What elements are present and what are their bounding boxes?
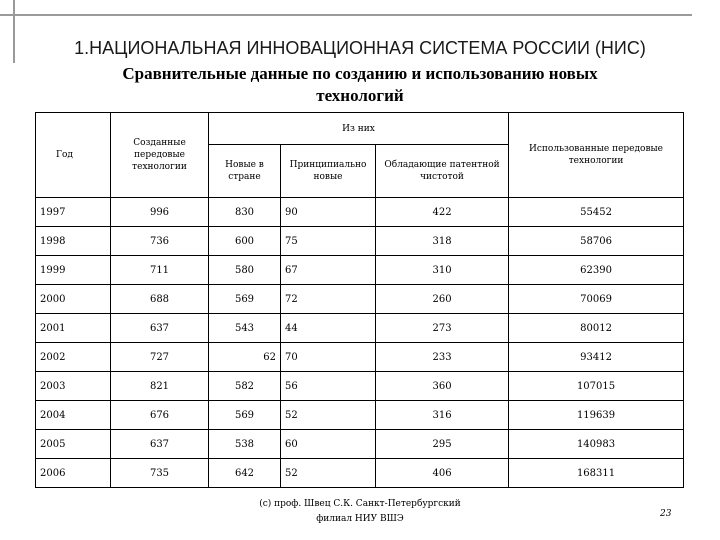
table-row bbox=[36, 285, 684, 314]
slide-title: 1.НАЦИОНАЛЬНАЯ ИННОВАЦИОННАЯ СИСТЕМА РОССИИ (НИС) bbox=[74, 38, 646, 58]
cell-new-in-country: 543 bbox=[209, 314, 281, 343]
cell-patent-purity: 360 bbox=[376, 372, 509, 401]
header-patent-purity: Обладающие патентной чистотой bbox=[376, 145, 509, 198]
cell-used: 58706 bbox=[509, 227, 684, 256]
cell-used: 93412 bbox=[509, 343, 684, 372]
cell-new-in-country: 538 bbox=[209, 430, 281, 459]
header-created-technologies: Созданные передовые технологии bbox=[111, 113, 209, 198]
cell-used: 55452 bbox=[509, 198, 684, 227]
cell-year: 2002 bbox=[36, 343, 111, 372]
cell-fundamentally-new: 44 bbox=[281, 314, 376, 343]
cell-fundamentally-new: 67 bbox=[281, 256, 376, 285]
cell-created: 727 bbox=[111, 343, 209, 372]
slide-frame-top-line bbox=[0, 14, 692, 16]
cell-used: 107015 bbox=[509, 372, 684, 401]
table-row bbox=[36, 343, 684, 372]
cell-new-in-country: 830 bbox=[209, 198, 281, 227]
cell-year: 2004 bbox=[36, 401, 111, 430]
cell-fundamentally-new: 75 bbox=[281, 227, 376, 256]
cell-new-in-country: 642 bbox=[209, 459, 281, 488]
cell-new-in-country: 582 bbox=[209, 372, 281, 401]
footer-copyright bbox=[230, 497, 490, 527]
cell-patent-purity: 316 bbox=[376, 401, 509, 430]
table-row bbox=[36, 430, 684, 459]
cell-patent-purity: 318 bbox=[376, 227, 509, 256]
cell-fundamentally-new: 52 bbox=[281, 459, 376, 488]
cell-created: 637 bbox=[111, 314, 209, 343]
table-row bbox=[36, 401, 684, 430]
table-row bbox=[36, 372, 684, 401]
cell-year: 2003 bbox=[36, 372, 111, 401]
cell-year: 2001 bbox=[36, 314, 111, 343]
header-fundamentally-new: Принципиально новые bbox=[281, 145, 376, 198]
cell-year: 1997 bbox=[36, 198, 111, 227]
cell-created: 711 bbox=[111, 256, 209, 285]
cell-patent-purity: 233 bbox=[376, 343, 509, 372]
cell-fundamentally-new: 70 bbox=[281, 343, 376, 372]
header-new-in-country: Новые в стране bbox=[209, 145, 281, 198]
cell-fundamentally-new: 72 bbox=[281, 285, 376, 314]
cell-used: 168311 bbox=[509, 459, 684, 488]
table-row bbox=[36, 314, 684, 343]
cell-new-in-country: 62 bbox=[209, 343, 281, 372]
header-used-technologies: Использованные передовые технологии bbox=[509, 113, 684, 198]
cell-year: 1999 bbox=[36, 256, 111, 285]
cell-fundamentally-new: 60 bbox=[281, 430, 376, 459]
table-row bbox=[36, 198, 684, 227]
page-number: 23 bbox=[660, 509, 672, 519]
cell-created: 637 bbox=[111, 430, 209, 459]
cell-used: 70069 bbox=[509, 285, 684, 314]
cell-created: 821 bbox=[111, 372, 209, 401]
cell-new-in-country: 600 bbox=[209, 227, 281, 256]
cell-patent-purity: 310 bbox=[376, 256, 509, 285]
cell-new-in-country: 569 bbox=[209, 401, 281, 430]
table-row bbox=[36, 459, 684, 488]
cell-patent-purity: 406 bbox=[376, 459, 509, 488]
cell-used: 119639 bbox=[509, 401, 684, 430]
cell-fundamentally-new: 56 bbox=[281, 372, 376, 401]
cell-created: 676 bbox=[111, 401, 209, 430]
cell-used: 140983 bbox=[509, 430, 684, 459]
technology-data-table bbox=[35, 112, 684, 488]
cell-used: 80012 bbox=[509, 314, 684, 343]
cell-created: 996 bbox=[111, 198, 209, 227]
cell-patent-purity: 273 bbox=[376, 314, 509, 343]
cell-year: 2005 bbox=[36, 430, 111, 459]
table-row bbox=[36, 256, 684, 285]
footer-line-author: (c) проф. Швец С.К. Санкт-Петербургский bbox=[259, 499, 461, 509]
cell-fundamentally-new: 90 bbox=[281, 198, 376, 227]
slide-subtitle: Сравнительные данные по созданию и использованию новых технологий bbox=[122, 64, 598, 105]
cell-new-in-country: 569 bbox=[209, 285, 281, 314]
cell-year: 2000 bbox=[36, 285, 111, 314]
cell-created: 688 bbox=[111, 285, 209, 314]
cell-year: 2006 bbox=[36, 459, 111, 488]
cell-patent-purity: 422 bbox=[376, 198, 509, 227]
cell-new-in-country: 580 bbox=[209, 256, 281, 285]
cell-patent-purity: 260 bbox=[376, 285, 509, 314]
table-row bbox=[36, 227, 684, 256]
cell-patent-purity: 295 bbox=[376, 430, 509, 459]
header-year: Год bbox=[36, 113, 111, 198]
cell-fundamentally-new: 52 bbox=[281, 401, 376, 430]
cell-created: 735 bbox=[111, 459, 209, 488]
footer-line-affiliation: филиал НИУ ВШЭ bbox=[316, 514, 404, 524]
cell-year: 1998 bbox=[36, 227, 111, 256]
header-of-them: Из них bbox=[209, 113, 509, 145]
cell-created: 736 bbox=[111, 227, 209, 256]
cell-used: 62390 bbox=[509, 256, 684, 285]
